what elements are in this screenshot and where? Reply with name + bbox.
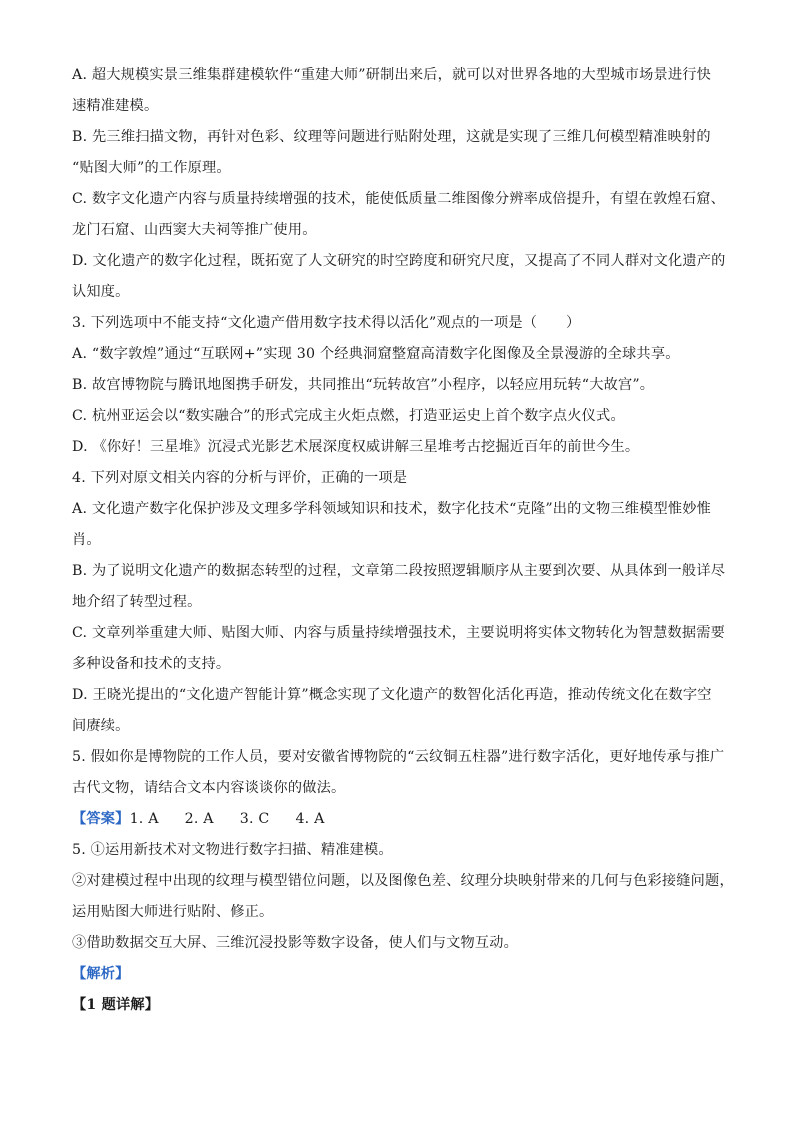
- document-page: [72, 60, 732, 1021]
- q2-option-c-line1: C. 数字文化遗产内容与质量持续增强的技术，能使低质量二维图像分辨率成倍提升，有望在敦煌石窟、: [72, 191, 726, 207]
- detail-tag: 【1 题详解】: [72, 997, 160, 1013]
- answer-tag: 【答案】: [72, 811, 130, 827]
- q3-option-d: D. 《你好！三星堆》沉浸式光影艺术展深度权威讲解三星堆考古挖掘近百年的前世今生。: [72, 439, 640, 455]
- answer5-line1: 5. ①运用新技术对文物进行数字扫描、精准建模。: [72, 842, 393, 858]
- answer-item-1: 1. A: [129, 811, 159, 827]
- q4-option-a-line2: 肖。: [72, 532, 101, 548]
- q3-option-a: A. “数字敦煌”通过“互联网+”实现 30 个经典洞窟整窟高清数字化图像及全景漫游的全球共享。: [72, 346, 680, 362]
- q2-option-b-line1: B. 先三维扫描文物，再针对色彩、纹理等问题进行贴附处理，这就是实现了三维几何模型精准映射的: [72, 129, 711, 145]
- q2-option-d-line1: D. 文化遗产的数字化过程，既拓宽了人文研究的时空跨度和研究尺度，又提高了不同人群对文化遗产的: [72, 253, 726, 269]
- q4-option-d-line1: D. 王晓光提出的“文化遗产智能计算”概念实现了文化遗产的数智化活化再造，推动传统文化在数字空: [72, 687, 712, 703]
- question-3: [72, 308, 732, 463]
- q5-stem-line2: 古代文物，请结合文本内容谈谈你的做法。: [72, 780, 346, 796]
- analysis-tag: 【解析】: [72, 966, 130, 982]
- q4-stem: 4. 下列对原文相关内容的分析与评价，正确的一项是: [72, 470, 408, 486]
- answer-item-2: 2. A: [184, 811, 214, 827]
- q3-option-b: B. 故宫博物院与腾讯地图携手研发，共同推出“玩转故宫”小程序，以轻应用玩转“大故宫”。: [72, 377, 655, 393]
- q3-stem: 3. 下列选项中不能支持“文化遗产借用数字技术得以活化”观点的一项是（ ）: [72, 315, 581, 331]
- question-5: [72, 742, 732, 804]
- q4-option-d-line2: 间赓续。: [72, 718, 130, 734]
- q2-option-b-line2: “贴图大师”的工作原理。: [72, 160, 231, 176]
- q2-option-c-line2: 龙门石窟、山西窦大夫祠等推广使用。: [72, 222, 317, 238]
- answer5-line4: ③借助数据交互大屏、三维沉浸投影等数字设备，使人们与文物互动。: [72, 935, 519, 951]
- q4-option-b-line2: 地介绍了转型过程。: [72, 594, 202, 610]
- q2-option-a-line1: A. 超大规模实景三维集群建模软件“重建大师”研制出来后，就可以对世界各地的大型城市场景进行快: [72, 67, 712, 83]
- q4-option-c-line1: C. 文章列举重建大师、贴图大师、内容与质量持续增强技术，主要说明将实体文物转化为智慧数据需要: [72, 625, 726, 641]
- answer-item-3: 3. C: [239, 811, 270, 827]
- answer-5: [72, 835, 732, 959]
- q2-options: [72, 60, 732, 308]
- answer5-line3: 运用贴图大师进行贴附、修正。: [72, 904, 274, 920]
- answer-key: [72, 804, 732, 835]
- q2-option-d-line2: 认知度。: [72, 284, 130, 300]
- q4-option-c-line2: 多种设备和技术的支持。: [72, 656, 231, 672]
- q5-stem-line1: 5. 假如你是博物院的工作人员，要对安徽省博物院的“云纹铜五柱器”进行数字活化，更好地传承与推广: [72, 749, 725, 765]
- answer-item-4: 4. A: [295, 811, 325, 827]
- q2-option-a-line2: 速精准建模。: [72, 98, 159, 114]
- q4-option-a-line1: A. 文化遗产数字化保护涉及文理多学科领域知识和技术，数字化技术“克隆”出的文物三维模型惟妙惟: [72, 501, 712, 517]
- question-4: [72, 463, 732, 742]
- q4-option-b-line1: B. 为了说明文化遗产的数据态转型的过程，文章第二段按照逻辑顺序从主要到次要、从具体到一般详尽: [72, 563, 726, 579]
- answer5-line2: ②对建模过程中出现的纹理与模型错位问题，以及图像色差、纹理分块映射带来的几何与色彩接缝问题，: [72, 873, 734, 889]
- q3-option-c: C. 杭州亚运会以“数实融合”的形式完成主火炬点燃，打造亚运史上首个数字点火仪式。: [72, 408, 625, 424]
